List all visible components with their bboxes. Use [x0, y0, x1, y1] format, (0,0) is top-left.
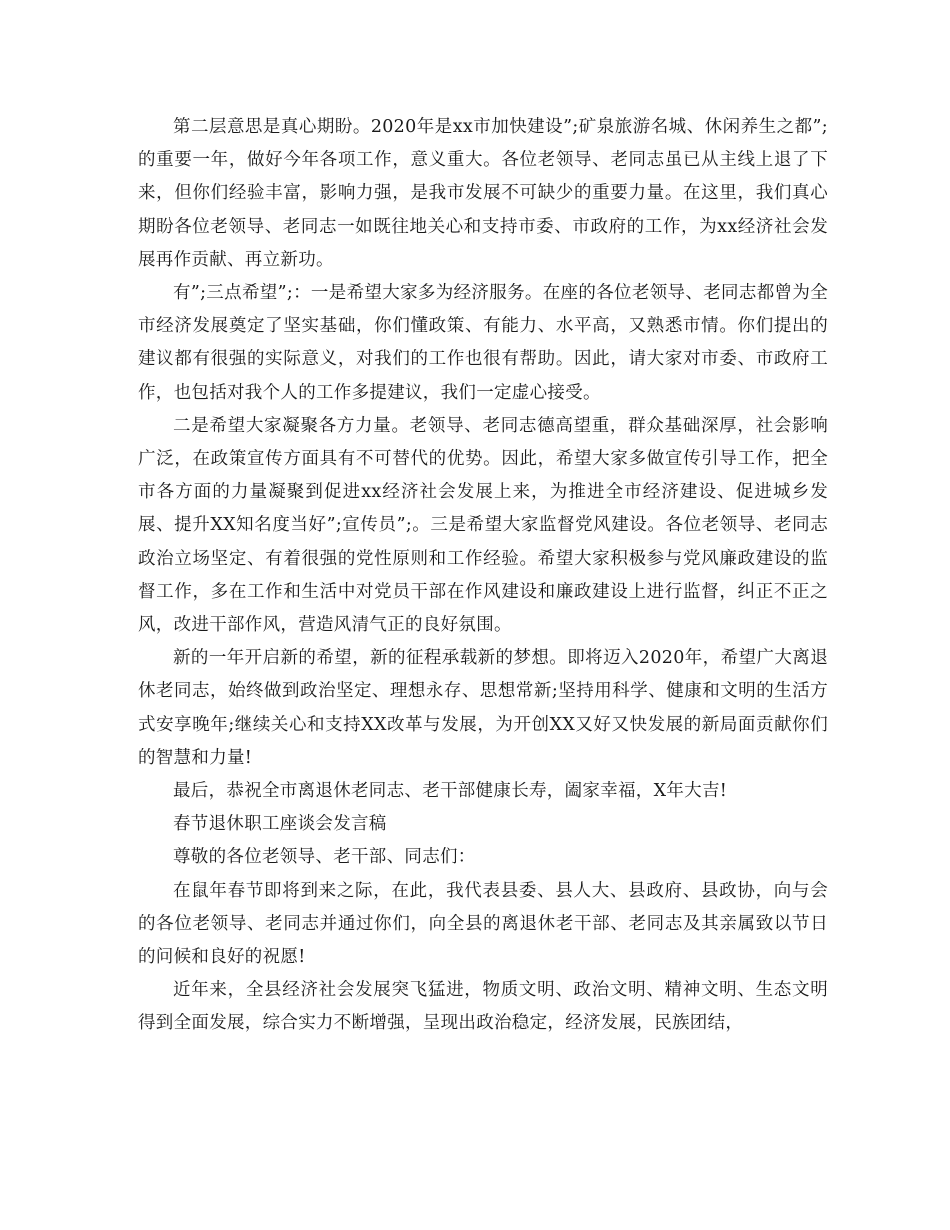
paragraph-greeting: 在鼠年春节即将到来之际，在此，我代表县委、县人大、县政府、县政协，向与会的各位老领导、老同志并通过你们，向全县的离退休老干部、老同志及其亲属致以节日的问候和良好的祝愿! — [138, 880, 828, 968]
paragraph-expectation: 第二层意思是真心期盼。2020年是xx市加快建设”;矿泉旅游名城、休闲养生之都”;的重要一年，做好今年各项工作，意义重大。各位老领导、老同志虽已从主线上退了下来，但你们经验丰富，影响力强，是我市发展不可缺少的重要力量。在这里，我们真心期盼各位老领导、老同志一如既往地关心和支持市委、市政府的工作，为xx经济社会发展再作贡献、再立新功。 — [138, 117, 828, 270]
paragraph-second-hope: 二是希望大家凝聚各方力量。老领导、老同志德高望重，群众基础深厚，社会影响广泛，在政策宣传方面具有不可替代的优势。因此，希望大家多做宣传引导工作，把全市各方面的力量凝聚到促进xx经济社会发展上来，为推进全市经济建设、促进城乡发展、提升XX知名度当好”;宣传员”;。三是希望大家监督党风建设。各位老领导、老同志政治立场坚定、有着很强的党性原则和工作经验。希望大家积极参与党风廉政建设的监督工作，多在工作和生活中对党员干部在作风建设和廉政建设上进行监督，纠正不正之风，改进干部作风，营造风清气正的良好氛围。 — [138, 415, 828, 636]
document-page — [138, 111, 828, 1041]
salutation: 尊敬的各位老领导、老干部、同志们： — [173, 847, 476, 868]
paragraph-new-year: 新的一年开启新的希望，新的征程承载新的梦想。即将迈入2020年，希望广大离退休老同志，始终做到政治坚定、理想永存、思想常新;坚持用科学、健康和文明的生活方式安享晚年;继续关心和支持XX改革与发展，为开创XX又好又快发展的新局面贡献你们的智慧和力量! — [138, 648, 828, 768]
paragraph-recent-years: 近年来，全县经济社会发展突飞猛进，物质文明、政治文明、精神文明、生态文明得到全面发展，综合实力不断增强，呈现出政治稳定，经济发展，民族团结， — [138, 980, 828, 1034]
paragraph-three-hopes: 有”;三点希望”;：一是希望大家多为经济服务。在座的各位老领导、老同志都曾为全市经济发展奠定了坚实基础，你们懂政策、有能力、水平高，又熟悉市情。你们提出的建议都有很强的实际意义，对我们的工作也很有帮助。因此，请大家对市委、市政府工作，也包括对我个人的工作多提建议，我们一定虚心接受。 — [138, 283, 828, 403]
paragraph-closing-wishes: 最后，恭祝全市离退休老同志、老干部健康长寿，阖家幸福，X年大吉! — [173, 781, 728, 802]
document-subtitle: 春节退休职工座谈会发言稿 — [173, 814, 387, 835]
